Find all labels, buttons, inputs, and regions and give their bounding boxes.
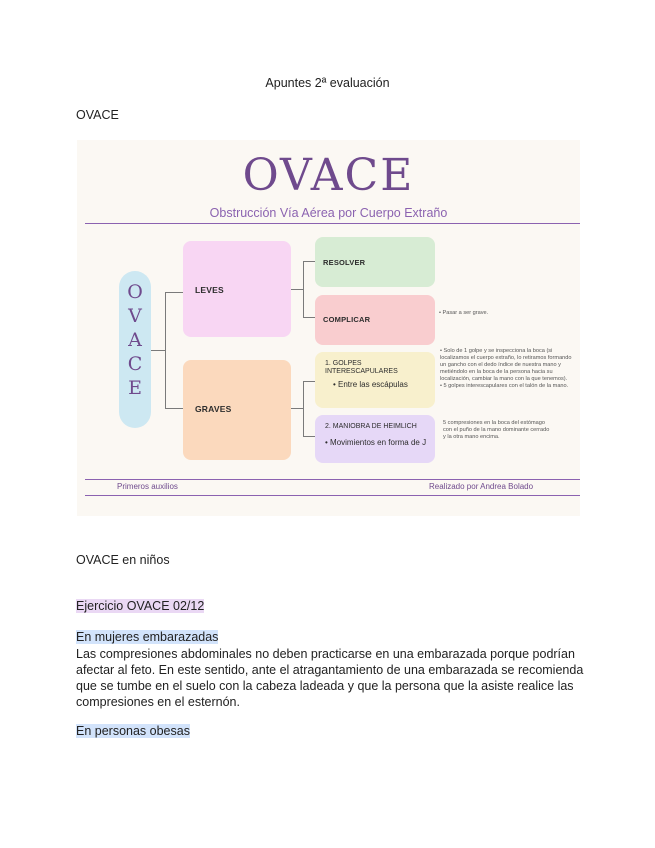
- golpes-bullet: • Entre las escápulas: [333, 380, 408, 389]
- heimlich-note: 5 compresiones en la boca del estómago con el puño de la mano dominante cerrado y la otra mano encima.: [443, 420, 550, 440]
- heimlich-bullet: • Movimientos en forma de J: [325, 438, 427, 447]
- connector-leves-stub: [291, 289, 303, 290]
- footer-divider-bottom: [85, 495, 580, 496]
- graves-box: [183, 360, 291, 460]
- section-embarazadas-body: Las compresiones abdominales no deben practicarse en una embarazada porque podrían afectar al feto. En este sentido, ante el atragantamiento de una embarazada se recomienda que se tumbe en el suelo con la cabeza ladeada y que la persona que la asiste realice las compresiones en el esternón.: [76, 647, 584, 709]
- connector-pill: [151, 350, 165, 351]
- golpes-note: • Solo de 1 golpe y se inspecciona la boca (si localizamos el cuerpo extraño, lo retiramos formando un gancho con el dedo índice de nuestra mano y metiéndolo en la boca de la persona hacia su localización, cambiar la mano con la que tenemos). • 5 golpes interescapulares con el talón de la mano.: [440, 348, 572, 389]
- heading-ovace: OVACE: [76, 108, 119, 122]
- heading-ovace-ninos: OVACE en niños: [76, 553, 170, 567]
- graves-label: GRAVES: [195, 404, 232, 414]
- exercise-heading: Ejercicio OVACE 02/12: [76, 599, 205, 613]
- footer-divider-top: [85, 479, 580, 480]
- resolver-box: [315, 237, 435, 287]
- complicar-note: • Pasar a ser grave.: [439, 310, 489, 316]
- complicar-label: COMPLICAR: [323, 315, 371, 324]
- leves-box: [183, 241, 291, 337]
- footer-right: Realizado por Andrea Bolado: [429, 482, 534, 491]
- leves-label: LEVES: [195, 285, 224, 295]
- complicar-box: [315, 295, 435, 345]
- ovace-vertical-label: O V A C E: [127, 281, 143, 399]
- golpes-box: [315, 352, 435, 408]
- title-divider: [85, 223, 580, 224]
- heimlich-title: 2. MANIOBRA DE HEIMLICH: [325, 423, 417, 430]
- golpes-title: 1. GOLPES INTERESCAPULARES: [325, 360, 398, 375]
- section-obesas-heading: En personas obesas: [76, 724, 190, 738]
- infographic-title: OVACE: [242, 150, 415, 201]
- connector-graves-stub: [291, 408, 303, 409]
- resolver-label: RESOLVER: [323, 258, 366, 267]
- section-embarazadas-heading: En mujeres embarazadas: [76, 630, 219, 644]
- connector-main: [165, 292, 183, 409]
- document-title: Apuntes 2ª evaluación: [265, 76, 390, 90]
- connector-leves: [303, 261, 315, 318]
- heimlich-box: [315, 415, 435, 463]
- footer-left: Primeros auxilios: [117, 482, 178, 491]
- ovace-infographic: [77, 140, 580, 516]
- connector-graves: [303, 381, 315, 437]
- infographic-subtitle: Obstrucción Vía Aérea por Cuerpo Extraño: [209, 206, 448, 220]
